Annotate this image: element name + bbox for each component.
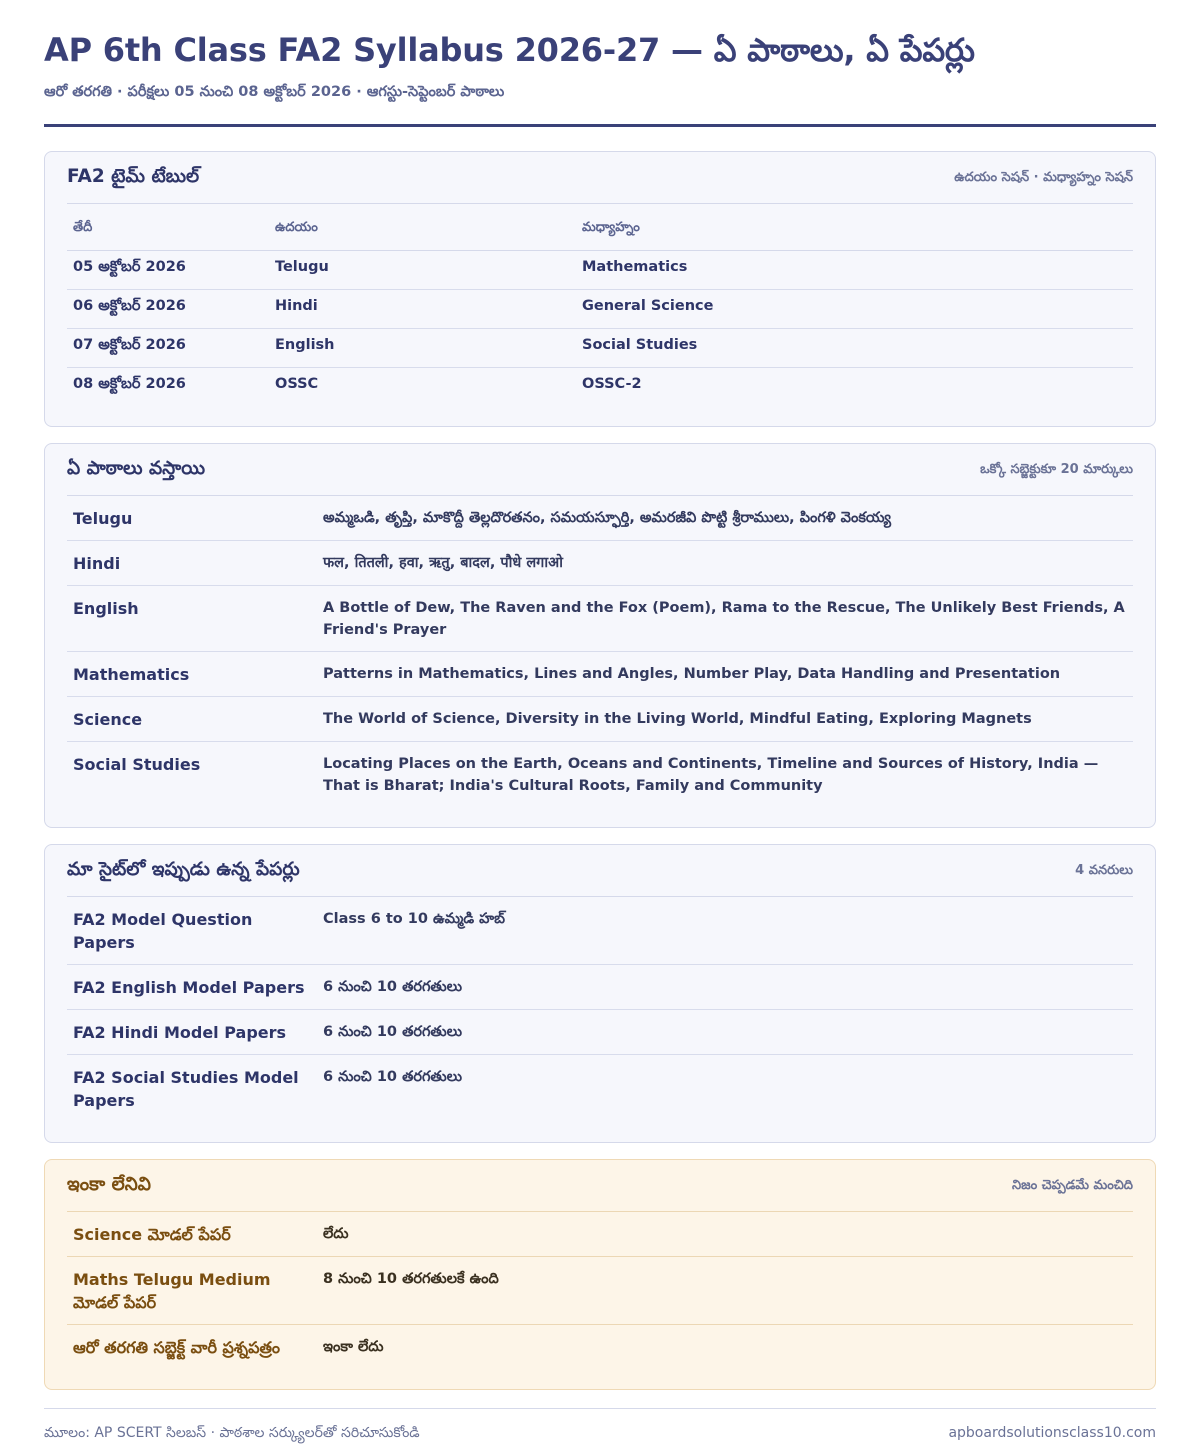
afternoon-cell: Mathematics xyxy=(576,251,1133,290)
table-row xyxy=(67,1212,1133,1257)
table-row xyxy=(67,965,1133,1010)
subject-cell: Hindi xyxy=(67,541,317,586)
paper-link[interactable]: FA2 Hindi Model Papers xyxy=(73,1023,287,1042)
subject-cell: English xyxy=(67,586,317,652)
paper-link[interactable]: FA2 English Model Papers xyxy=(73,978,305,997)
papers-card xyxy=(44,844,1156,1143)
paper-scope-cell: 6 నుంచి 10 తరగతులు xyxy=(317,965,1133,1010)
timetable-note: ఉదయం సెషన్ · మధ్యాహ్నం సెషన్ xyxy=(954,169,1133,185)
lessons-cell: Locating Places on the Earth, Oceans and Continents, Timeline and Sources of History, India — That is Bharat; India's Cultural Roots, Family and Community xyxy=(323,756,1099,794)
paper-link[interactable]: FA2 Model Question Papers xyxy=(73,910,253,952)
lessons-note: ఒక్కో సబ్జెక్టుకూ 20 మార్కులు xyxy=(980,461,1133,477)
missing-status-cell: 8 నుంచి 10 తరగతులకే ఉంది xyxy=(317,1257,1133,1325)
lessons-cell: అమ్మఒడి, తృప్తి, మాకొద్దీ తెల్లదొరతనం, సమయస్ఫూర్తి, అమరజీవి పొట్టి శ్రీరాములు, పింగళి వెంకయ్య xyxy=(317,496,1133,541)
missing-note: నిజం చెప్పడమే మంచిది xyxy=(1012,1177,1133,1193)
papers-header xyxy=(67,859,1133,897)
missing-status-cell: లేదు xyxy=(317,1212,1133,1257)
paper-link[interactable]: FA2 Social Studies Model Papers xyxy=(73,1068,299,1110)
missing-table xyxy=(67,1212,1133,1369)
morning-cell: English xyxy=(269,329,576,368)
missing-item-cell: ఆరో తరగతి సబ్జెక్ట్ వారీ ప్రశ్నపత్రం xyxy=(73,1338,281,1357)
paper-scope-cell: 6 నుంచి 10 తరగతులు xyxy=(323,1069,462,1085)
column-header-morning: ఉదయం xyxy=(269,204,576,251)
table-row xyxy=(67,652,1133,697)
table-row xyxy=(67,742,1133,808)
afternoon-cell: Social Studies xyxy=(576,329,1133,368)
missing-item-cell: Science మోడల్ పేపర్ xyxy=(67,1212,317,1257)
lessons-header xyxy=(67,458,1133,496)
table-row xyxy=(67,496,1133,541)
paper-scope-cell: Class 6 to 10 ఉమ్మడి హబ్ xyxy=(317,897,1133,965)
lessons-title: ఏ పాఠాలు వస్తాయి xyxy=(67,458,205,479)
table-row xyxy=(67,368,1133,407)
table-row xyxy=(67,586,1133,652)
footer-site-link[interactable]: apboardsolutionsclass10.com xyxy=(948,1425,1156,1441)
lessons-card xyxy=(44,443,1156,828)
date-cell: 07 అక్టోబర్ 2026 xyxy=(67,329,269,368)
table-row xyxy=(67,541,1133,586)
subject-cell: Telugu xyxy=(67,496,317,541)
paper-scope-cell: 6 నుంచి 10 తరగతులు xyxy=(317,1010,1133,1055)
afternoon-cell: General Science xyxy=(576,290,1133,329)
column-header-afternoon: మధ్యాహ్నం xyxy=(576,204,1133,251)
morning-cell: OSSC xyxy=(275,376,319,392)
table-header-row xyxy=(67,204,1133,251)
missing-item-cell: Maths Telugu Medium మోడల్ పేపర్ xyxy=(67,1257,317,1325)
page-subtitle: ఆరో తరగతి · పరీక్షలు 05 నుంచి 08 అక్టోబర్ 2026 · ఆగస్టు-సెప్టెంబర్ పాఠాలు xyxy=(44,84,505,100)
column-header-date: తేదీ xyxy=(67,204,269,251)
footer xyxy=(44,1408,1156,1444)
table-row xyxy=(67,1325,1133,1370)
lessons-table xyxy=(67,496,1133,807)
date-cell: 08 అక్టోబర్ 2026 xyxy=(73,376,186,392)
subject-cell: Science xyxy=(67,697,317,742)
subject-cell: Mathematics xyxy=(67,652,317,697)
table-row xyxy=(67,290,1133,329)
lessons-cell: फल, तितली, हवा, ऋतु, बादल, पौधे लगाओ xyxy=(317,541,1133,586)
table-row xyxy=(67,1055,1133,1123)
timetable-header xyxy=(67,166,1133,204)
table-row xyxy=(67,329,1133,368)
papers-title: మా సైట్‌లో ఇప్పుడు ఉన్న పేపర్లు xyxy=(67,859,300,880)
timetable-table xyxy=(67,204,1133,406)
footer-source: మూలం: AP SCERT సిలబస్ · పాఠశాల సర్క్యులర్‌తో సరిచూసుకోండి xyxy=(44,1425,420,1441)
lessons-cell: The World of Science, Diversity in the Living World, Mindful Eating, Exploring Magnets xyxy=(317,697,1133,742)
papers-table xyxy=(67,897,1133,1122)
table-row xyxy=(67,1257,1133,1325)
morning-cell: Hindi xyxy=(269,290,576,329)
missing-title: ఇంకా లేనివి xyxy=(67,1174,151,1195)
lessons-cell: Patterns in Mathematics, Lines and Angles, Number Play, Data Handling and Presentation xyxy=(317,652,1133,697)
lessons-cell: A Bottle of Dew, The Raven and the Fox (Poem), Rama to the Rescue, The Unlikely Best Friends, A Friend's Prayer xyxy=(317,586,1133,652)
subject-cell: Social Studies xyxy=(73,755,201,774)
date-cell: 06 అక్టోబర్ 2026 xyxy=(67,290,269,329)
page-title: AP 6th Class FA2 Syllabus 2026-27 — ఏ పాఠాలు, ఏ పేపర్లు xyxy=(44,31,975,69)
table-row xyxy=(67,1010,1133,1055)
date-cell: 05 అక్టోబర్ 2026 xyxy=(67,251,269,290)
morning-cell: Telugu xyxy=(269,251,576,290)
table-row xyxy=(67,251,1133,290)
papers-note: 4 వనరులు xyxy=(1075,862,1133,878)
missing-card xyxy=(44,1159,1156,1390)
afternoon-cell: OSSC-2 xyxy=(582,376,642,392)
timetable-card xyxy=(44,151,1156,427)
table-row xyxy=(67,697,1133,742)
table-row xyxy=(67,897,1133,965)
title-divider xyxy=(44,124,1156,127)
missing-header xyxy=(67,1174,1133,1212)
missing-status-cell: ఇంకా లేదు xyxy=(323,1339,384,1355)
timetable-title: FA2 టైమ్ టేబుల్ xyxy=(67,166,200,187)
